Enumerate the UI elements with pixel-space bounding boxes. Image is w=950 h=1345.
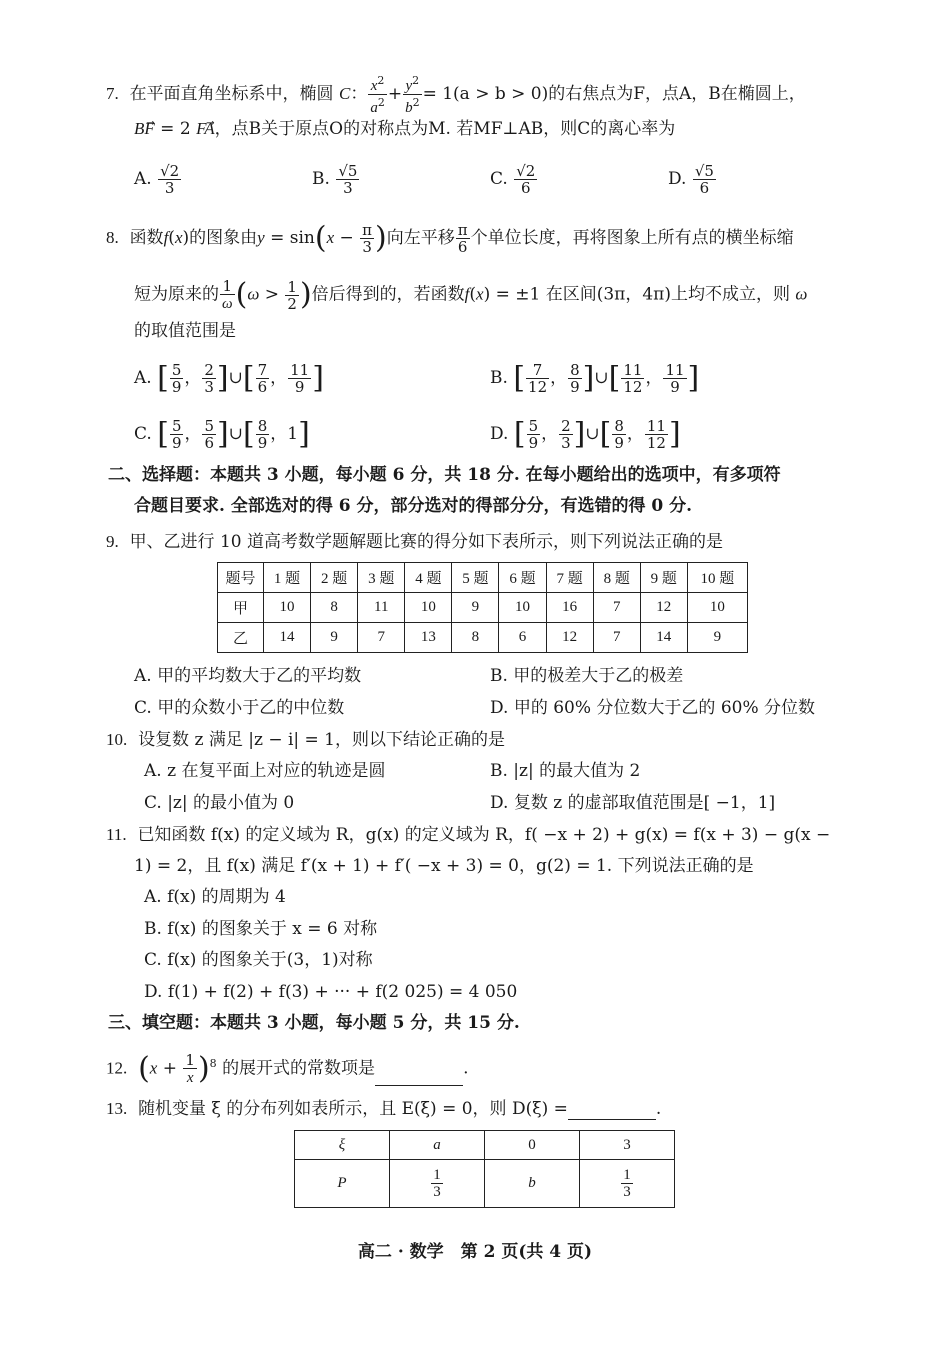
table-cell: P (295, 1160, 390, 1208)
q11-option-c: C. f(x) 的图象关于(3，1)对称 (144, 950, 373, 970)
table-cell: 2 题 (311, 563, 358, 593)
q9-score-table (217, 562, 748, 653)
section3-heading: 三、填空题：本题共 3 小题，每小题 5 分，共 15 分. (108, 1013, 520, 1033)
q7-vector-eq: BF⃗ = 2 FA (134, 119, 215, 139)
q7-option-d: D. $\frac{√5}{6}$ (668, 162, 714, 197)
q8-line1: 8. 函数f(x)的图象由y = sin(x − $\frac{\pi}{3}$ )向左平移 $\frac{\pi}{6}$ 个单位长度，再将图象上所有点的横坐标缩 (106, 220, 794, 256)
table-row (295, 1131, 675, 1160)
q9-stem (106, 531, 723, 553)
q11-option-d: D. f(1) + f(2) + f(3) + ··· + f(2 025) = 4 050 (144, 982, 518, 1002)
table-cell: 14 (640, 623, 687, 653)
q9-option-a: A. 甲的平均数大于乙的平均数 (134, 666, 362, 686)
q7-frac-x: $\frac{x^2}{a^2}$ (370, 74, 385, 116)
table-cell: 8 题 (593, 563, 640, 593)
table-cell: 10 题 (687, 563, 747, 593)
q7-frac-y: $\frac{y^2}{b^2}$ (405, 74, 420, 116)
q8-text-e: 短为原来的 (134, 284, 219, 305)
q13-period: . (655, 1099, 662, 1119)
q12-line: 12. (x + $\frac{1}{x}$ )$^8$ 的展开式的常数项是 . (106, 1051, 469, 1086)
page-footer: 高二 · 数学 第 2 页(共 4 页) (357, 1242, 593, 1262)
table-cell: 6 (499, 623, 546, 653)
q10-option-d: D. 复数 z 的虚部取值范围是[ −1，1] (490, 793, 776, 813)
q10-text: 设复数 z 满足 |z − i| = 1，则以下结论正确的是 (138, 730, 505, 750)
q8-option-c: C. [ $\frac{5}{9}$ ， $\frac{5}{6}$ ]∪[ $\frac{8}{9}$ ，1] (134, 416, 310, 452)
table-cell: $\frac{1}{3}$ (579, 1160, 674, 1208)
q7-option-a: A. $\frac{√2}{3}$ (134, 162, 180, 197)
table-row (295, 1160, 675, 1208)
q9-option-d: D. 甲的 60% 分位数大于乙的 60% 分位数 (490, 698, 816, 718)
table-cell: 1 题 (264, 563, 311, 593)
q8-line2: 短为原来的 $\frac{1}{\omega}$ (ω > $\frac{1}{2}$ )倍后得到的，若函数f(x) = ±1 在区间(3π，4π)上均不成立，则 ω (134, 277, 808, 313)
q11-option-a: A. f(x) 的周期为 4 (144, 887, 286, 907)
table-cell: 5 题 (452, 563, 499, 593)
table-cell: b (484, 1160, 579, 1208)
q12-answer-blank (375, 1085, 463, 1086)
q7-option-c: C. $\frac{√2}{6}$ (490, 162, 536, 197)
table-row (218, 563, 748, 593)
table-cell: 3 题 (358, 563, 405, 593)
table-cell: 9 (311, 623, 358, 653)
q8-text-c: 向左平移 (386, 228, 455, 248)
table-cell: 9 题 (640, 563, 687, 593)
table-row (218, 623, 748, 653)
q8-text-d: 个单位长度，再将图象上所有点的横坐标缩 (470, 228, 794, 248)
table-cell: 8 (311, 593, 358, 623)
table-cell: 9 (687, 623, 747, 653)
table-cell: 甲 (218, 593, 264, 623)
q8-text-f: 倍后得到的，若函数 (311, 284, 465, 305)
table-cell: 0 (484, 1131, 579, 1160)
q10-stem (106, 729, 505, 751)
table-cell: 10 (499, 593, 546, 623)
q7-number: 7. (106, 84, 119, 103)
q13-text: 随机变量 ξ 的分布列如表所示，且 E(ξ) = 0，则 D(ξ) = (138, 1099, 568, 1119)
q8-text-b: 的图象由 (189, 228, 258, 248)
table-cell: 7 (593, 593, 640, 623)
q13-stem (106, 1098, 661, 1120)
q8-option-b: B. [ $\frac{7}{12}$ ， $\frac{8}{9}$ ]∪[ $\frac{11}{12}$ ， $\frac{11}{9}$ ] (490, 360, 700, 396)
table-cell: 3 (579, 1131, 674, 1160)
table-cell: a (389, 1131, 484, 1160)
q10-option-c: C. |z| 的最小值为 0 (144, 793, 295, 813)
q10-option-b: B. |z| 的最大值为 2 (490, 761, 641, 781)
table-cell: 10 (405, 593, 452, 623)
q8-number: 8. (106, 228, 119, 247)
q8-option-a: A. [ $\frac{5}{9}$ ， $\frac{2}{3}$ ]∪[ $\frac{7}{6}$ ， $\frac{11}{9}$ ] (134, 360, 324, 396)
q8-text-a: 函数 (129, 228, 164, 248)
table-row (218, 593, 748, 623)
q10-number: 10. (106, 730, 128, 749)
table-cell: ξ (295, 1131, 390, 1160)
table-cell: 16 (546, 593, 593, 623)
q13-number: 13. (106, 1099, 128, 1118)
q9-option-b: B. 甲的极差大于乙的极差 (490, 666, 684, 686)
q7-line2 (134, 118, 675, 140)
q11-text-a: 已知函数 f(x) 的定义域为 R，g(x) 的定义域为 R，f( −x + 2) + g(x) = f(x + 3) − g(x − (137, 825, 831, 845)
q7-text-b: (a > b > 0)的右焦点为F，点A，B在椭圆上， (453, 84, 806, 104)
q11-number: 11. (106, 825, 127, 844)
table-cell: 9 (452, 593, 499, 623)
table-cell: 7 (593, 623, 640, 653)
table-cell: 题号 (218, 563, 264, 593)
table-cell: 12 (546, 623, 593, 653)
q13-distribution-table (294, 1130, 675, 1208)
q11-line1 (106, 824, 830, 846)
table-cell: $\frac{1}{3}$ (389, 1160, 484, 1208)
q7-text-c: ，点B关于原点O的对称点为M. 若MF⊥AB，则C的离心率为 (214, 119, 676, 139)
section2-heading-line2: 合题目要求. 全部选对的得 6 分，部分选对的得部分分，有选错的得 0 分. (134, 496, 693, 516)
table-cell: 13 (405, 623, 452, 653)
q13-answer-blank (568, 1119, 656, 1120)
table-cell: 乙 (218, 623, 264, 653)
q8-text-h: 的取值范围是 (134, 321, 236, 341)
q10-option-a: A. z 在复平面上对应的轨迹是圆 (144, 761, 386, 781)
q7-option-b: B. $\frac{√5}{3}$ (312, 162, 358, 197)
q8-option-d: D. [ $\frac{5}{9}$ ， $\frac{2}{3}$ ]∪[ $\frac{8}{9}$ ， $\frac{11}{12}$ ] (490, 416, 681, 452)
table-cell: 11 (358, 593, 405, 623)
table-cell: 12 (640, 593, 687, 623)
q12-number: 12. (106, 1058, 128, 1078)
q7-text-a: 在平面直角坐标系中，椭圆 (129, 84, 334, 104)
q9-option-c: C. 甲的众数小于乙的中位数 (134, 698, 345, 718)
q11-option-b: B. f(x) 的图象关于 x = 6 对称 (144, 919, 378, 939)
table-cell: 10 (687, 593, 747, 623)
q12-period: . (463, 1058, 469, 1079)
table-cell: 10 (264, 593, 311, 623)
q8-line3 (134, 320, 236, 342)
section2-heading: 二、选择题：本题共 3 小题，每小题 6 分，共 18 分. 在每小题给出的选项中，有多项符 (108, 465, 781, 485)
table-cell: 6 题 (499, 563, 546, 593)
table-cell: 8 (452, 623, 499, 653)
q12-exponent: 8 (209, 1056, 217, 1070)
q9-text: 甲、乙进行 10 道高考数学题解题比赛的得分如下表所示，则下列说法正确的是 (129, 532, 724, 552)
q12-text: 的展开式的常数项是 (222, 1058, 376, 1079)
table-cell: 7 (358, 623, 405, 653)
q8-text-g: = ±1 在区间(3π，4π)上均不成立，则 (495, 284, 790, 305)
table-cell: 7 题 (546, 563, 593, 593)
q11-line2: 1) = 2，且 f(x) 满足 f′(x + 1) + f′( −x + 3) = 0，g(2) = 1. 下列说法正确的是 (134, 856, 754, 876)
q9-number: 9. (106, 532, 119, 551)
q7-line1: 7. 在平面直角坐标系中，椭圆 C： $\frac{x^2}{a^2}$ + $\frac{y^2}{b^2}$ = 1(a > b > 0)的右焦点为F，点A，B在椭圆上， (106, 74, 806, 116)
table-cell: 14 (264, 623, 311, 653)
table-cell: 4 题 (405, 563, 452, 593)
